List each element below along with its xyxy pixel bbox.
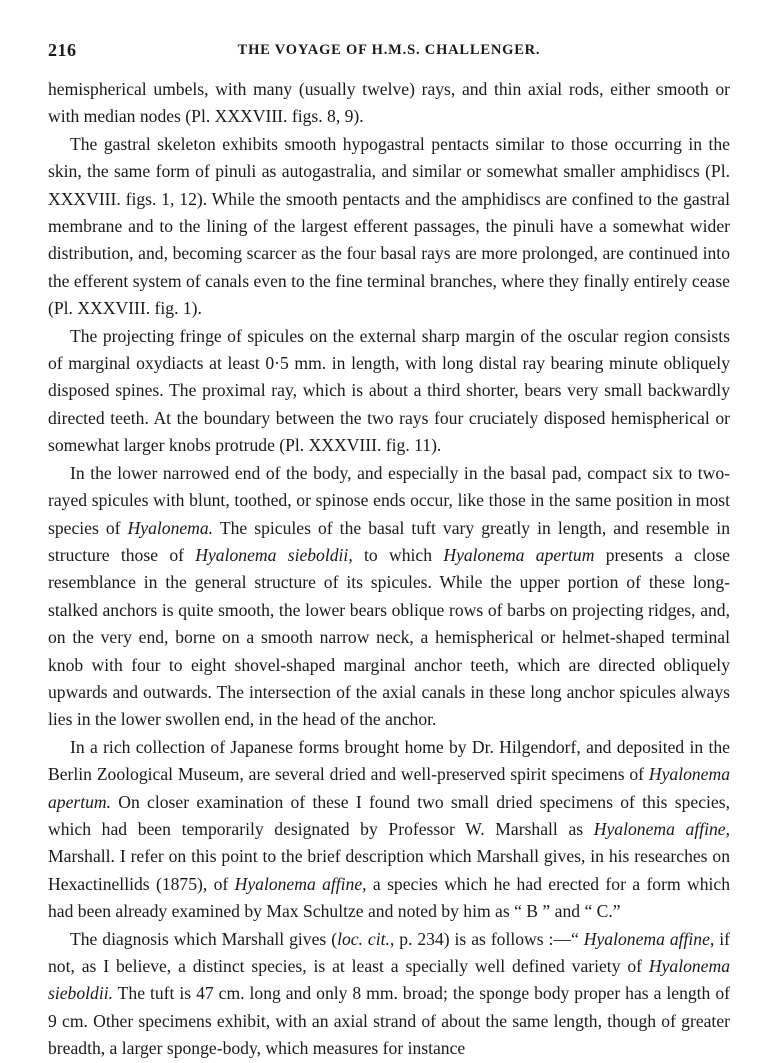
italic-run: Hyalonema affine, xyxy=(593,818,731,839)
running-title: THE VOYAGE OF H.M.S. CHALLENGER. xyxy=(237,42,541,58)
italic-run: Hyalonema affine, xyxy=(583,928,715,949)
text-run: The tuft is 47 cm. long and only 8 mm. broad; the sponge body proper has a length of 9 cm. Other specimens exhibit, with an axial strand of about the same length, though of greater breadth, a larger sponge-body, which measures for instance xyxy=(48,983,730,1059)
text-run: presents a close resemblance in the general structure of its spicules. While the upper portion of these long-stalked anchors is quite smooth, the lower bears oblique rows of barbs on projecting ridges, and, on the very end, borne on a smooth narrow neck, a hemispherical or helmet-shaped terminal knob with four to eight shovel-shaped marginal anchor teeth, which are directed obliquely upwards and outwards. The intersection of the axial canals in these long anchor spicules always lies in the lower swollen end, in the head of the anchor. xyxy=(48,544,730,730)
book-page xyxy=(48,36,730,1063)
italic-run: Hyalonema sieboldii, xyxy=(195,544,353,565)
text-run: p. 234) is as follows :—“ xyxy=(394,928,584,949)
italic-run: Hyalonema affine, xyxy=(234,873,367,894)
italic-run: Hyalonema. xyxy=(127,517,214,538)
text-run: to which xyxy=(352,544,444,565)
italic-run: loc. cit., xyxy=(337,928,395,949)
text-run: In the lower narrowed end of the body, and especially in the basal pad, compact six to two-rayed spicules with blunt, toothed, or spinose ends occur, like those in the same position in most species of xyxy=(48,462,730,538)
text-run: On closer examination of these I found two small dried specimens of this species, which had been temporarily designated by Professor W. Marshall as xyxy=(48,791,730,839)
paragraph-6 xyxy=(48,926,730,1063)
italic-run: Hyalonema sieboldii. xyxy=(48,956,730,1004)
text-run: a species which he had erected for a form which had been already examined by Max Schultze and noted by him as “ B ” and “ C.” xyxy=(48,873,730,922)
paragraph-1 xyxy=(48,76,730,131)
text-run: hemispherical umbels, with many (usually twelve) rays, and thin axial rods, either smooth or with median nodes (Pl. XXXVIII. figs. 8, 9). xyxy=(48,79,730,127)
paragraph-4 xyxy=(48,460,730,734)
text-run: if not, as I believe, a distinct species, is at least a specially well defined variety of xyxy=(48,928,730,976)
running-head xyxy=(48,36,730,66)
text-run: In a rich collection of Japanese forms brought home by Dr. Hilgendorf, and deposited in the Berlin Zoological Museum, are several dried and well-preserved spirit specimens of xyxy=(48,736,730,785)
italic-run: Hyalonema apertum. xyxy=(48,764,730,812)
text-run: The diagnosis which Marshall gives ( xyxy=(70,928,338,949)
paragraph-2 xyxy=(48,131,730,323)
paragraph-5 xyxy=(48,734,730,926)
paragraph-3 xyxy=(48,323,730,460)
page-number: 216 xyxy=(48,40,77,60)
text-run: The spicules of the basal tuft vary greatly in length, and resemble in structure those of xyxy=(48,517,730,565)
text-run: The projecting fringe of spicules on the external sharp margin of the oscular region consists of marginal oxydiacts at least 0·5 mm. in length, with long distal ray bearing minute obliquely disposed spines. The proximal ray, which is about a third shorter, bears very small backwardly directed teeth. At the boundary between the two rays four cruciately disposed hemispherical or somewhat larger knobs protrude (Pl. XXXVIII. fig. 11). xyxy=(48,325,730,456)
text-run: Marshall. I refer on this point to the brief description which Marshall gives, in his researches on Hexactinellids (1875), of xyxy=(48,846,730,894)
text-run: The gastral skeleton exhibits smooth hypogastral pentacts similar to those occurring in the skin, the same form of pinuli as autogastralia, and similar or somewhat smaller amphidiscs (Pl. XXXVIII. figs. 1, 12). While the smooth pentacts and the amphidiscs are confined to the gastral membrane and to the lining of the largest efferent passages, the pinuli have a somewhat wider distribution, and, becoming scarcer as the four basal rays are more prolonged, are continued into the efferent system of canals even to the fine terminal branches, where they finally entirely cease (Pl. XXXVIII. fig. 1). xyxy=(48,133,730,319)
body-text xyxy=(48,76,730,1063)
italic-run: Hyalonema apertum xyxy=(443,544,595,565)
